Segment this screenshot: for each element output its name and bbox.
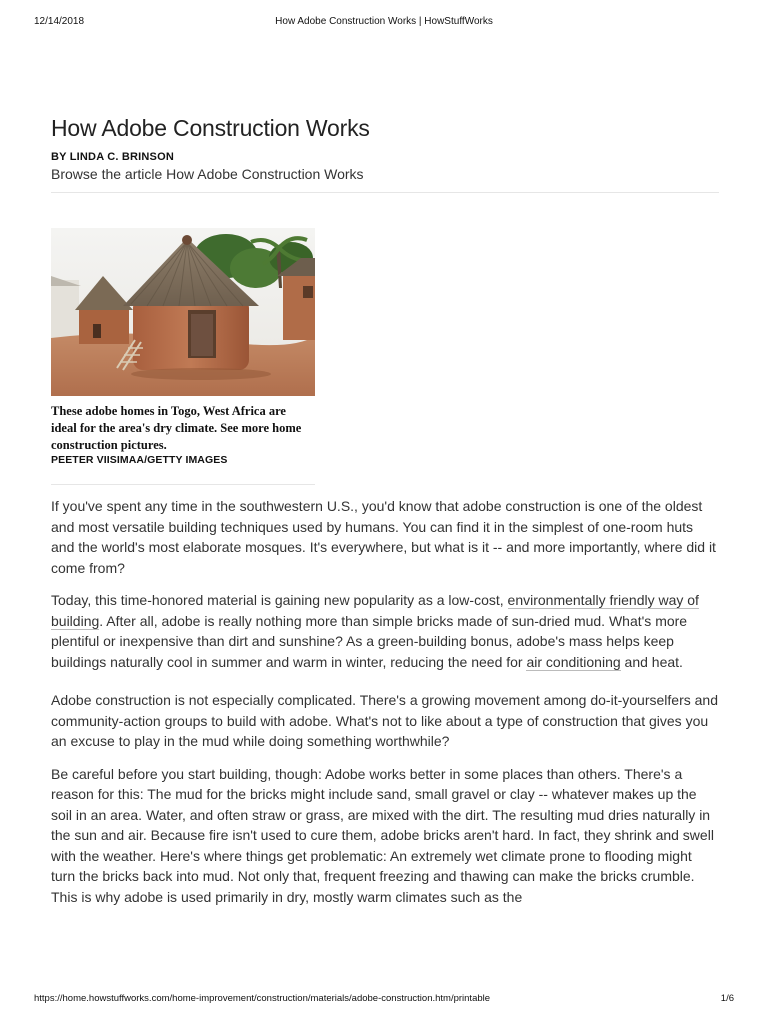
browse-article-text: Browse the article How Adobe Construction Works bbox=[51, 166, 364, 182]
article bbox=[51, 113, 719, 919]
author-byline: BY LINDA C. BRINSON bbox=[51, 151, 174, 163]
print-footer bbox=[34, 993, 734, 1007]
air-conditioning-link[interactable]: air conditioning bbox=[526, 653, 621, 670]
article-figure bbox=[51, 228, 315, 485]
paragraph-1: If you've spent any time in the southwestern U.S., you'd know that adobe construction is one of the oldest and most versatile building techniques used by humans. You can find it in the simplest of one-room huts and the world's most elaborate mosques. It's everywhere, but what is it -- and more importantly, where did it come from? bbox=[51, 498, 716, 576]
paragraph-2-text-a: Today, this time-honored material is gaining new popularity as a low-cost, bbox=[51, 592, 508, 608]
paragraph-3: Adobe construction is not especially complicated. There's a growing movement among do-it-yourselfers and community-action groups to build with adobe. What's not to like about a type of construction that gives you an excuse to play in the mud while doing something worthwhile? bbox=[51, 692, 718, 749]
photo-caption: These adobe homes in Togo, West Africa are ideal for the area's dry climate. See more home construction pictures. bbox=[51, 404, 302, 452]
print-url: https://home.howstuffworks.com/home-improvement/construction/materials/adobe-construction.htm/printable bbox=[34, 993, 491, 1004]
environmentally-friendly-link[interactable]: environmentally friendly way of building bbox=[51, 592, 699, 629]
article-title: How Adobe Construction Works bbox=[51, 115, 370, 141]
paragraph-4: Be careful before you start building, though: Adobe works better in some places than others. There's a reason for this: The mud for the bricks might include sand, small gravel or clay -- whatever makes up the soil in an area. Water, and often straw or grass, are mixed with the dirt. The resulting mud dries naturally in the sun and air. Because fire isn't used to cure them, adobe bricks aren't hard. In fact, they shrink and swell with the weather. Here's where things get problematic: An extremely wet climate prone to flooding might turn the bricks back into mud. Not only that, frequent freezing and thawing can make the bricks crumble. This is why adobe is used primarily in dry, mostly warm climates such as the bbox=[51, 765, 714, 905]
figure-divider bbox=[51, 484, 315, 485]
photo-credit: PEETER VIISIMAA/GETTY IMAGES bbox=[51, 454, 228, 466]
print-page-title: How Adobe Construction Works | HowStuffWorks bbox=[275, 16, 493, 27]
header-divider bbox=[51, 192, 719, 193]
paragraph-2-text-c: and heat. bbox=[620, 653, 683, 670]
page-number: 1/6 bbox=[720, 993, 734, 1004]
paragraph-2-text-b: . After all, adobe is really nothing more than simple bricks made of sun-dried mud. What's more plentiful or inexpensive than dirt and sunshine? As a green-building bonus, adobe's mass helps keep buildings naturally cool in summer and warm in winter, reducing the need for bbox=[51, 612, 688, 670]
print-header bbox=[34, 16, 734, 30]
adobe-huts-photo bbox=[51, 228, 315, 396]
article-body bbox=[51, 496, 719, 907]
paragraph-2 bbox=[51, 590, 719, 672]
print-date: 12/14/2018 bbox=[34, 16, 85, 27]
